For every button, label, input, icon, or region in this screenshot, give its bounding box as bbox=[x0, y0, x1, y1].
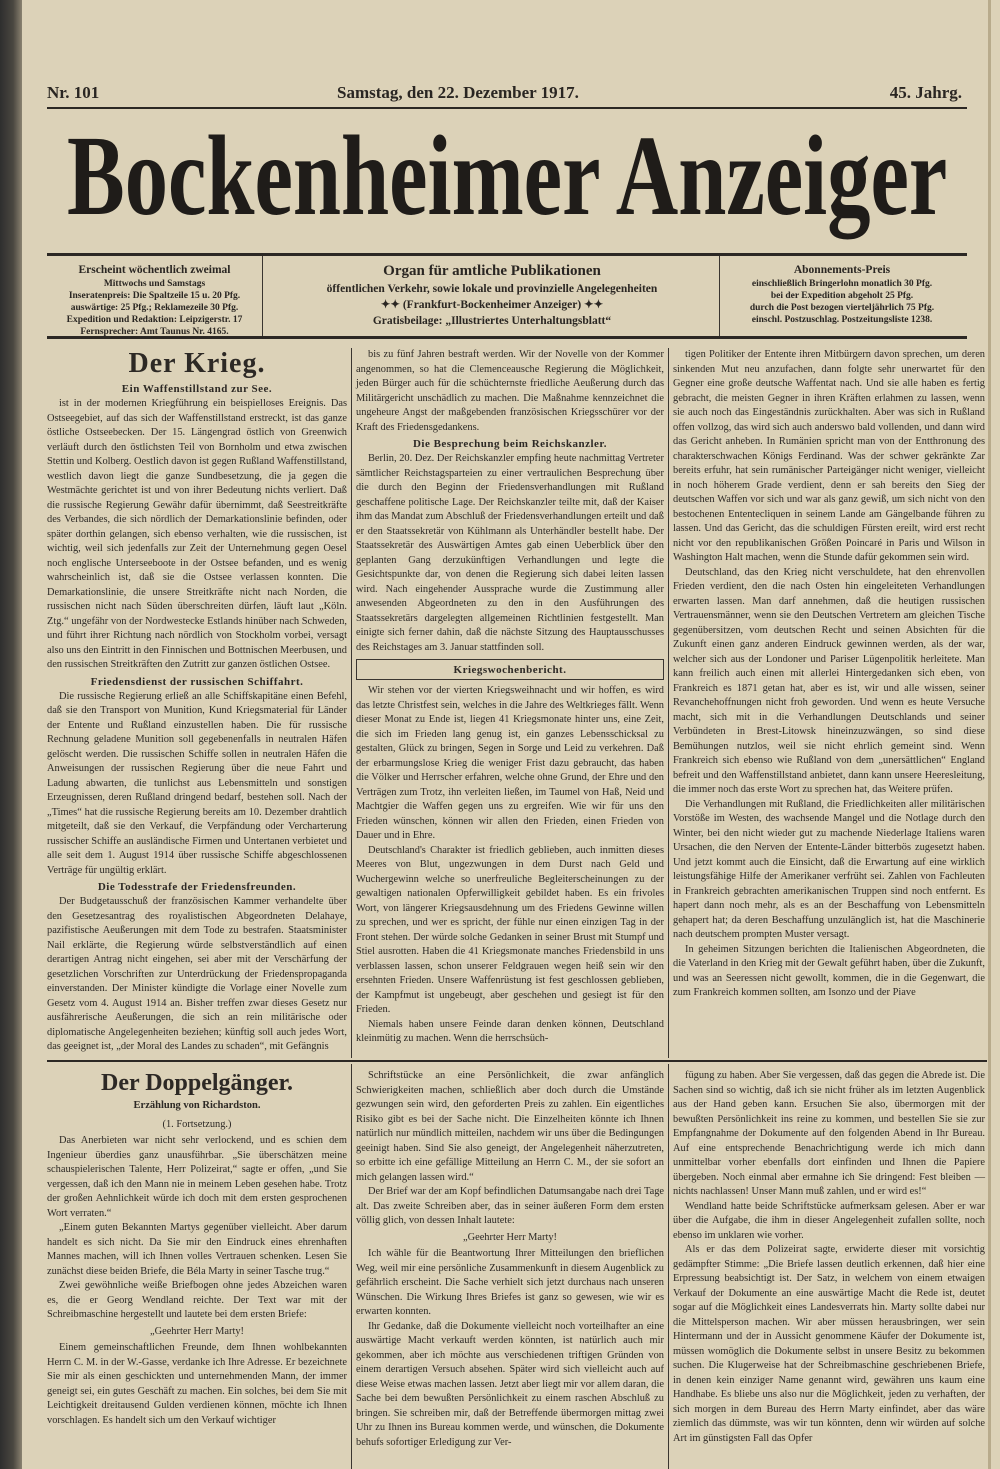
subheading: Kriegswochenbericht. bbox=[453, 664, 567, 676]
paragraph: Einem gemeinschaftlichen Freunde, dem Ihnen wohlbekannten Herrn C. M. in der W.-Gasse, verdanke ich Ihre Adresse. Er bezeichnete Sie mir als einen geschickten und unternehmenden Mann, der immer geneigt sei, ein gutes Geschäft zu machen. Ein solches, bei dem Sie mit Leichtigkeit dreitausend Gulden verdienen können, möchte ich Ihnen vorschlagen. Es handelt sich um den Verkauf wichtiger bbox=[47, 1342, 347, 1426]
volume: 45. Jahrg. bbox=[889, 83, 962, 102]
info-line: öffentlichen Verkehr, sowie lokale und provinzielle Angelegenheiten bbox=[326, 283, 658, 295]
info-line: einschließlich Bringerlohn monatlich 30 Pfg. bbox=[751, 279, 933, 289]
info-divider bbox=[719, 256, 720, 336]
continuation-note: (1. Fortsetzung.) bbox=[162, 1118, 232, 1130]
paragraph: ist in der modernen Kriegführung ein beispielloses Ereignis. Das Ostseegebiet, auf das sich der Waffenstillstand erstreckt, ist das ganze östliche Ostseebecken. Der 15. Längengrad östlich von Greenwich verläuft durch den östlichsten Teil von Bornholm und etwa zwischen Stettin und Kolberg. Oestlich davon ist gegen Rußland Waffenstillstand, westlich davon liegt die ganze Sundbesetzung, die ja gegen die Westmächte gerichtet ist und von ihrer Bedeutung nichts verliert. Daß die russische Regierung Gewähr dafür übernimmt, daß Seestreitkräfte des Verbandes, die sich nördlich der Demarkationslinie befinden, oder später dorthin gelangen, sich ebenso verhalten, wie die russischen, ist wichtig, weil sich jedenfalls zur Zeit der Unternehmung gegen Oesel noch englische Unterseeboote in der Ostsee befanden, und es wenig wahrscheinlich ist, daß sie die Ostsee verlassen konnten. Die Demarkationslinie, die unsere Streitkräfte nicht nach Norden, die russischen nicht nach Süden überschreiten dürfen, läuft laut „Köln. Ztg.“ ungefähr von der Nordwestecke Estlands hinüber nach Schweden, und führt ihrer Richtung nach nördlich von Stockholm vorbei, versagt also uns den Eintritt in den Finnischen und Bottnischen Meerbusen, und den russischen Streitkräften den Zutritt zur ganzen östlichen Ostsee. bbox=[47, 398, 347, 670]
paragraph: Niemals haben unsere Feinde daran denken können, Deutschland kleinmütig zu machen. Wenn die herrschsüch- bbox=[356, 1018, 664, 1044]
column-divider bbox=[668, 348, 669, 1058]
paragraph: Ihr Gedanke, daß die Dokumente vielleicht noch vorteilhafter an eine auswärtige Macht verkauft werden könnten, ist natürlich auch mir gekommen, aber ich möchte aus verschiedenen triftigen Gründen von einem derartigen Versuch absehen. Später wird sich vielleicht auch auf diese Weise etwas machen lassen. Jetzt aber liegt mir vor allem daran, die Sache bei dem bewußten Persönlichkeit zu einem raschen Abschluß zu bringen. Sie schreiben mir, daß der Betreffende übermorgen mittag zwei Uhr zu Ihnen ins Bureau kommen werde, und wünschen, die Dokumente behufs sofortiger Erledigung zur Ver- bbox=[356, 1320, 664, 1448]
subscription-info bbox=[722, 262, 962, 334]
column-divider bbox=[351, 348, 352, 1058]
info-line: bei der Expedition abgeholt 25 Pfg. bbox=[770, 291, 914, 301]
letter-salutation: „Geehrter Herr Marty! bbox=[462, 1231, 558, 1243]
info-line: durch die Post bezogen vierteljährlich 75 Pfg. bbox=[749, 303, 935, 313]
article-der-krieg bbox=[47, 348, 347, 1055]
paragraph: Zwei gewöhnliche weiße Briefbogen ohne jedes Abzeichen waren es, die er Georg Wendland reichte. Der Text war mit der Schreibmaschine hergestellt und lautete bei dem ersten Briefe: bbox=[47, 1280, 347, 1320]
info-line: Erscheint wöchentlich zweimal bbox=[78, 264, 231, 276]
info-divider bbox=[262, 256, 263, 336]
masthead-title: Bockenheimer Anzeiger bbox=[67, 114, 948, 241]
info-line: Gratisbeilage: „Illustriertes Unterhaltungsblatt“ bbox=[372, 315, 612, 327]
issue-date: Samstag, den 22. Dezember 1917. bbox=[337, 83, 579, 102]
paragraph: Die russische Regierung erließ an alle Schiffskapitäne einen Befehl, daß sie den Transport von Munition, Kund Kriegsmaterial für Länder der Entente und Rußland einzustellen haben. Die für russische Rechnung geladene Munition soll gegebenenfalls in neutralen Häfen gelöscht werden. Die russischen Schiffe sollen in neutralen Häfen die Anweisungen der russischen Regierung über die neue Fahrt und Ladung abwarten, die tunlichst aus Lebensmitteln und sonstigen Erzeugnissen, deren Rußland dringend bedarf, bestehen soll. Nach der „Times“ hat die russische Regierung bereits am 10. Dezember drahtlich mitgeteilt, daß sie den Verkauf, die Verpfändung oder Vercharterung russischer Schiffe an ausländische Firmen und Untertanen verbietet und alle seit dem 1. August 1914 über russische Schiffe abgeschlossenen Verträge für ungültig erklärt. bbox=[47, 690, 347, 876]
story-der-doppelgaenger bbox=[47, 1069, 347, 1428]
subheading: Friedensdienst der russischen Schiffahrt. bbox=[90, 675, 304, 688]
subheading: Ein Waffenstillstand zur See. bbox=[121, 383, 273, 395]
adjacent-page-edge bbox=[0, 0, 22, 1469]
info-line: Abonnements-Preis bbox=[793, 264, 891, 276]
paragraph: Wir stehen vor der vierten Kriegsweihnacht und wir hoffen, es wird das letzte Christfest sein, welches in die Jahre des Weltkrieges fällt. Wenn dieser Monat zu Ende ist, liegen 41 Kriegsmonate hinter uns, eine Zeit, die sich im Frieden lang genug ist, ein ganzes Lebensschicksal zu gestalten, Glück zu bringen, Segen in Sorge und Leid zu verkehren. Daß der erbarmungslose Krieg die weniger Frist dazu gebraucht, das haben die Völker und Herrscher erfahren, welche ohne Grund, der Ehre und den Verträgen zum Trotz, ihn verleiten ließen, im Taumel von Haß, Neid und Machtgier die Waffen gegen uns zu ergreifen. Wie wir für uns den Frieden wünschen, können wir allen den Frieden, einen Frieden von Dauer und in Ehre. bbox=[356, 685, 664, 841]
header-rule bbox=[47, 107, 967, 109]
article-title: Der Krieg. bbox=[128, 348, 266, 379]
paragraph: bis zu fünf Jahren bestraft werden. Wir der Novelle von der Kommer angenommen, so hat die Clemenceausche Regierung die Möglichkeit, jeden Bürger auch für die schüchternste friedliche Aeußerung durch das Militärgericht unschädlich zu machen. Die Maßnahme kennzeichnet die ungeheure Angst der maßgebenden französischen Kriegsschürer vor der Kraft des Friedensgedankens. bbox=[356, 349, 664, 433]
info-line: Mittwochs und Samstags bbox=[103, 279, 206, 289]
newspaper-page bbox=[22, 0, 1000, 1469]
column-3 bbox=[673, 348, 985, 1001]
paragraph: In geheimen Sitzungen berichten die Italienischen Abgeordneten, die die Vaterland in den Krieg mit der Gewalt geführt haben, über die Zukunft, und was an Seeressen nicht gewollt, kommen, die in die Gegenwart, die zum Frankreich kommen sollten, am Isonzo und der Piave bbox=[673, 943, 986, 998]
page-edge bbox=[988, 0, 991, 1469]
column-2 bbox=[356, 348, 664, 1047]
column-divider bbox=[351, 1064, 352, 1469]
paragraph: Der Budgetausschuß der französischen Kammer verhandelte über den Gesetzesantrag des royalistischen Abgeordneten Delahaye, pazifistische Aeußerungen mit dem Tode zu bestrafen. Staatsminister Nail erklärte, die Regierung würde selbstverständlich auf einen derartigen Antrag nicht eingehen, sei aber mit der Verschärfung der gesetzlichen Vorschriften zur Unterdrückung der Friedenspropaganda einverstanden. Der Minister kündigte die Vorlage einer Novelle zum Gesetz vom 4. August 1914 an. Bisher treffen zwar dieses Gesetz nur ausfährerische Aeußerungen, die sich an rein militärische oder diplomatische Angelegenheiten beziehen; künftig soll auch jedes Wort, das geeignet ist, „der Moral des Landes zu schaden“, mit Gefängnis bbox=[47, 896, 347, 1052]
war-weekly-report-heading-box bbox=[356, 659, 664, 680]
issue-number: Nr. 101 bbox=[47, 83, 100, 102]
masthead bbox=[67, 114, 948, 243]
header-line bbox=[47, 83, 992, 105]
subheading: Die Todesstrafe der Friedensfreunden. bbox=[97, 881, 297, 893]
info-line: Expedition und Redaktion: Leipzigerstr. 17 bbox=[66, 315, 243, 325]
paragraph: „Einem guten Bekannten Martys gegenüber vielleicht. Aber darum handelt es sich nicht. Da Sie mir den Eindruck eines ehrenhaften Mannes machen, will ich Ihnen volles Vertrauen schenken. Lesen Sie zunächst diese beiden Briefe, die Béla Marty in seiner Tasche trug.“ bbox=[47, 1222, 347, 1277]
publication-info bbox=[47, 262, 262, 337]
info-line: Fernsprecher: Amt Taunus Nr. 4165. bbox=[80, 327, 229, 337]
paragraph: Berlin, 20. Dez. Der Reichskanzler empfing heute nachmittag Vertreter sämtlicher Reichstagsparteien zu einer vertraulichen Besprechung über die durch den Beginn der Friedensverhandlungen mit Rußland geschaffene politische Lage. Der Reichskanzler teilte mit, daß der Kaiser ihm das Mandat zum Abschluß der Friedensverhandlungen erteilt und daß er den Staatssekretär von Kühlmann als Unterhändler bestellt habe. Der Staatssekretär des Auswärtigen Amtes gab einen Ueberblick über den geplanten Gang derzukünftigen Verhandlungen und legte die Gesichtspunkte dar, von denen die Regierung sich dabei leiten lassen wird. Nach eingehender Aussprache wurde die Zustimmung aller anwesenden Abgeordneten zu den in den Ausführungen des Staatssekretärs dargelegten allgemeinen Richtlinien festgestellt. Man einigte sich ferner dahin, daß die nächste Sitzung des Hauptausschusses des Reichstages am 3. Januar stattfinden soll. bbox=[356, 453, 664, 653]
letter-salutation: „Geehrter Herr Marty! bbox=[149, 1325, 245, 1337]
paragraph: Deutschland, das den Krieg nicht verschuldete, hat den ehrenvollen Frieden verdient, den die nach Osten hin eingeleiteten Verhandlungen erwarten lassen. Man darf annehmen, daß die heutigen russischen Vertrauensmänner, wenn sie den Deutschen Vertretern am gleichen Tische gegenübersitzen, vom deutschen Recht und seinen Absichten für die Zukunft einen ganz anderen Eindruck gewinnen werden, als der war, welcher sich aus der Londoner und Pariser Lügenpolitik herleitete. Man kann freilich auch einen mit allerlei Hintergedanken sich eben, von Frankreich es 1871 getan hat, aber es ist, wir und alle wissen, seiner Revanchehoffnungen nicht froh geworden. Und wenn es heute Versuche macht, sich mit in die Verhandlungen Deutschlands und seiner Verbündeten in Brest-Litowsk hineinzuzwängen, so sind diese Bemühungen nutzlos, weil sie nicht ehrlich gemeint sind. Wenn Frankreich sich ebenso wie Rußland von dem „unersättlichen“ England befreit und den Waffenstillstand anbietet, dann kann unsere Heeresleitung, die immer noch das erste Wort zu sprechen hat, das Weitere prüfen. bbox=[673, 566, 985, 795]
paragraph: fügung zu haben. Aber Sie vergessen, daß das gegen die Abrede ist. Die Sachen sind so wichtig, daß ich sie nicht früher als im letzten Augenblick aus der Hand geben kann. Ersuchen Sie also, übermorgen mit der bewußten Persönlichkeit ins reine zu kommen, und bestellen Sie sie zur Empfangnahme der Dokumente auf den folgenden Abend in Ihr Bureau. Auf eine entsprechende Benachrichtigung werde ich mich dann unmittelbar vorher ebenfalls dort einfinden und Ihnen die Papiere übergeben. Noch einmal aber ermahne ich Sie dringend: Fest bleiben — nichts nachlassen! Unser Mann muß zahlen, und er wird es!“ bbox=[673, 1070, 985, 1197]
info-line: auswärtige: 25 Pfg.; Reklamezeile 30 Pfg. bbox=[70, 303, 239, 313]
paragraph: Als er das dem Polizeirat sagte, erwiderte dieser mit vorsichtig gedämpfter Stimme: „Die Briefe lassen deutlich erkennen, daß hier eine Erpressung beabsichtigt ist. Der Satz, in welchem von einem etwaigen Verkauf der Dokumente an eine auswärtige Macht die Rede ist, deutet sogar auf die Möglichkeit eines Landesverrats hin. Marty sollte dabei nur die Mittelsperson machen. Wir aber müssen herausbringen, wer sein Hintermann und der in Aussicht genommene Käufer der Dokumente ist, müssen womöglich die Dokumente selbst in unsere Besitz zu bekommen suchen. Die Klugerweise hat der Schreibmaschine geschriebenen Briefe, in denen kein einziger Name genannt wird, gewähren uns kaum eine Handhabe. Es bliebe uns also nur die Möglichkeit, jeden zu verhaften, der sich morgen in dem Bureau des Herrn Marty einfindet, aber das wäre ziemlich das dümmste, was wir tun könnten, denn wir würden auf solche Art im günstigsten Fall das Opfer bbox=[673, 1244, 985, 1444]
paragraph: tigen Politiker der Entente ihren Mitbürgern davon sprechen, um deren sinkenden Mut neu anzufachen, dann folgte sehr unerwartet für den Gegner eine große deutsche Waffentat nach. Und sie alle haben es fertig gebracht, die meisten Gegner in ihren Kräften erlahmen zu lassen, wenn sie auch noch das Eingeständnis zurückhalten. Aber was sich in Rußland offen vollzog, das wird sich auch anderswo bald vollenden, und dann wird das Gericht anheben. In Rumänien spricht man von der Entthronung des charakterschwachen Königs Ferdinand. Was der schwer gekränkte Zar bereits erfuhr, hat sein rumänischer Parteigänger nicht weniger, vielleicht in noch höherem Grade verdient, denn er sah bereits den Sieg der deutschen Waffen vor sich und war als ganz gewiß, um sich nicht von den bestochenen Ententecliquen in seinem Lande am Gängelbande führen zu lassen. Und das Gericht, das die schuldigen Fürsten ereilt, wird erst recht nicht vor den republikanischen Größen Poincaré in Paris und Wilson in Washington Halt machen, wenn die Stunde dafür gekommen sein wird. bbox=[673, 349, 985, 563]
paragraph: Der Brief war der am Kopf befindlichen Datumsangabe nach drei Tage alt. Das zweite Schreiben aber, das in seiner äußeren Form dem ersten völlig glich, von dessen Inhalt lautete: bbox=[356, 1186, 664, 1226]
paragraph: Deutschland's Charakter ist friedlich geblieben, auch inmitten dieses Meeres von Blut, ungezwungen in dem Durst nach Geld und Wuchergewinn welche so unerfreuliche Begleiterscheinungen zu der gewaltigen nationalen Opferwilligkeit gebildet haben. Es ein frivoles Wort, von längerer Kriegsausdehnung um des Friedens Gewinne willen zu sprechen, und wer es spricht, der fühle nur einen einzigen Tag in der Front stehen. Der würde solche Gedanken in seiner Brust mit Stumpf und Stiel ausrotten. Haben die 41 Kriegsmonate manches Friedensbild in uns verblassen lassen, schon unserer Feldgrauen wegen heiß sein wir den ersehnten Frieden. Unsere Waffenrüstung ist fest geschlossen geblieben, der Kampfmut ist ungebeugt, aber geschehen und gesiegt ist für den Frieden. bbox=[356, 844, 664, 1015]
info-line: Organ für amtliche Publikationen bbox=[383, 263, 601, 279]
paragraph: Das Anerbieten war nicht sehr verlockend, und es schien dem Ingenieur überdies ganz unausführbar. „Sie überschätzen meine schauspielerischen Talente, Herr Polizeirat,“ sagte er offen, „und Sie vergessen, daß ich den Mann nie in meinem Leben gesehen habe. Trotz der großen Aehnlichkeit würde ich doch mit dem ersten gesprochenen Wort verraten.“ bbox=[47, 1135, 347, 1219]
info-line: Inseratenpreis: Die Spaltzeile 15 u. 20 Pfg. bbox=[68, 291, 241, 301]
paragraph: Wendland hatte beide Schriftstücke aufmerksam gelesen. Aber er war über die Aufgabe, die ihm in dieser Angelegenheit zufallen sollte, noch ebenso im unklaren wie vorher. bbox=[673, 1200, 985, 1241]
story-title: Der Doppelgänger. bbox=[101, 1070, 293, 1096]
story-column-2 bbox=[356, 1069, 664, 1450]
subheading: Die Besprechung beim Reichskanzler. bbox=[412, 438, 608, 450]
info-top-rule bbox=[47, 253, 967, 256]
organ-info bbox=[267, 262, 717, 334]
section-rule bbox=[47, 1060, 987, 1062]
info-line: ✦✦ (Frankfurt-Bockenheimer Anzeiger) ✦✦ bbox=[380, 299, 604, 311]
column-divider bbox=[668, 1064, 669, 1469]
info-line: einschl. Postzuschlag. Postzeitungsliste 1238. bbox=[751, 315, 933, 325]
story-subtitle: Erzählung von Richardston. bbox=[133, 1100, 261, 1111]
paragraph: Die Verhandlungen mit Rußland, die Friedlichkeiten aller militärischen Vorstöße im Westen, des wachsende Mangel und die Notlage durch den Winter, bei den nicht wieder gut zu machende Niederlage Italiens waren Ursachen, die den Nerven der Entente-Länder bitterbös zugesetzt haben. Und jetzt kommt auch die Einsicht, daß die Erwartung auf eine wirklich leistungsfähige Hilfe der Amerikaner verfrüht sei. Zahlen von Fachleuten in Frankreich gebrachten amerikanischen Truppen sind noch entfernt. Es hapert dann noch mehr, als es an der Beschaffung von Lebensmitteln gehapert hat; da deren Beschaffung unzulänglich ist, hat die Maschinerie nach deutschem prompten Muster versagt. bbox=[673, 798, 985, 940]
paragraph: Schriftstücke an eine Persönlichkeit, die zwar anfänglich Schwierigkeiten machen, schließlich aber doch durch die Umstände gezwungen sein wird, den geforderten Preis zu zahlen. Ein eigentliches Risiko gibt es bei der Sache nicht. Die Einzelheiten könnte ich Ihnen natürlich nur mündlich mitteilen, nachdem wir uns über die Bedingungen geeinigt haben. Sind Sie also geneigt, der Angelegenheit näherzutreten, so erbitte ich eine gefällige Mitteilung an Herrn C. M., der sie sofort an mich gelangen lassen wird.“ bbox=[356, 1070, 664, 1183]
paragraph: Ich wähle für die Beantwortung Ihrer Mitteilungen den brieflichen Weg, weil mir eine persönliche Zusammenkunft in diesem Augenblick zu gefährlich erscheint. Die Sache verhielt sich jetzt durchaus nach unseren Wünschen. Die Wirkung Ihres Briefes ist ganz so gewesen, wie wir es erwarten konnten. bbox=[356, 1248, 664, 1317]
story-column-3 bbox=[673, 1069, 985, 1446]
